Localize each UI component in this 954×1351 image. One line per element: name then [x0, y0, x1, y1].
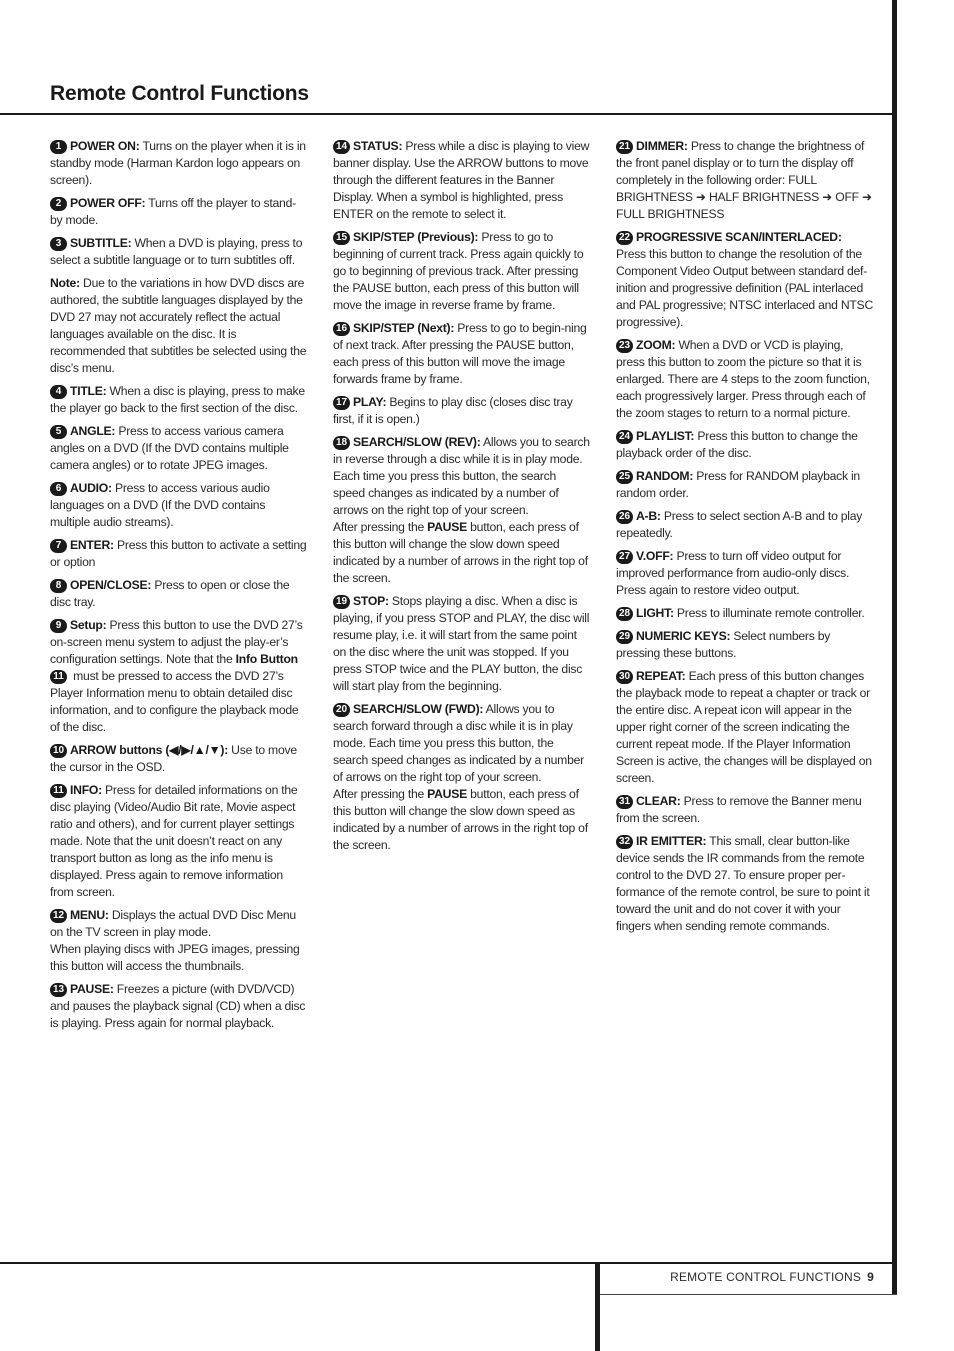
function-term: DIMMER: [636, 139, 688, 153]
footer-rule [0, 1262, 897, 1264]
function-description: Press to go to beginning of current track. Press again quickly to go to beginning of previous track. After pressing the PAUSE button, each press of this button will move the image in reverse frame by frame. [333, 230, 584, 312]
function-description: Begins to play disc (closes disc tray first, if it is open.) [333, 395, 573, 426]
function-entry [616, 468, 874, 502]
number-badge: 12 [50, 909, 67, 923]
function-term: SUBTITLE: [70, 236, 132, 250]
note-entry [50, 275, 308, 377]
page-title: Remote Control Functions [50, 82, 309, 105]
function-entry [50, 742, 308, 776]
function-entry [50, 617, 308, 736]
number-badge: 16 [333, 322, 350, 336]
function-entry [50, 907, 308, 975]
function-entry [333, 434, 591, 587]
function-term: SKIP/STEP (Next): [353, 321, 455, 335]
function-entry [50, 383, 308, 417]
function-term: PROGRESSIVE SCAN/INTERLACED: [636, 230, 842, 244]
function-description-cont: When playing discs with JPEG images, pressing this button will access the thumbnails. [50, 942, 300, 973]
number-badge: 26 [616, 510, 633, 524]
function-term: A-B: [636, 509, 661, 523]
function-entry [616, 229, 874, 331]
function-term: PLAYLIST: [636, 429, 695, 443]
function-description: Press to go to begin-ning of next track. After pressing the PAUSE button, each press of this button will move the image forwards frame by frame. [333, 321, 587, 386]
function-description: Stops playing a disc. When a disc is playing, if you press STOP and PLAY, the disc will resume play, i.e. it will start from the same point on the disc where the unit was stopped. If you press STOP twice and the PLAY button, the disc will start play from the beginning. [333, 594, 590, 693]
function-entry [50, 235, 308, 269]
function-entry [616, 833, 874, 935]
function-description: Press this button to activate a setting or option [50, 538, 307, 569]
function-description: Allows you to search forward through a disc while it is in play mode. Each time you press this button, the search speed changes as indicated by a number of arrows on the right top of your screen. [333, 702, 584, 784]
footer-underline [600, 1294, 897, 1295]
page-number: 9 [867, 1270, 874, 1284]
function-entry [616, 605, 874, 622]
info-button-reference: Info Button [235, 652, 298, 666]
column-2 [333, 138, 591, 860]
function-term: SEARCH/SLOW (REV): [353, 435, 481, 449]
function-description-cont: must be pressed to access the DVD 27’s Player Information menu to obtain detailed disc information, and to configure the playback mode of the disc. [50, 669, 299, 734]
function-entry [616, 428, 874, 462]
number-badge: 30 [616, 670, 633, 684]
function-term: ENTER: [70, 538, 114, 552]
header-rule [0, 113, 893, 115]
function-entry [333, 593, 591, 695]
page-footer [670, 1270, 874, 1284]
function-description-cont: After pressing the [333, 520, 428, 534]
function-entry [50, 423, 308, 474]
function-entry [50, 138, 308, 189]
function-description: When a DVD or VCD is playing, press this button to zoom the picture so that it is enlarged. There are 4 steps to the zoom function, each progressively larger. Press through each of the zoom stages to return to a normal picture. [616, 338, 870, 420]
number-badge: 9 [50, 619, 67, 633]
pause-reference: PAUSE [427, 520, 467, 534]
function-term: PLAY: [353, 395, 387, 409]
function-description: Press to open or close the disc tray. [50, 578, 290, 609]
number-badge: 13 [50, 983, 67, 997]
function-term: V.OFF: [636, 549, 674, 563]
function-description: Each press of this button changes the playback mode to repeat a chapter or track or the entire disc. A repeat icon will appear in the upper right corner of the screen indicating the current repeat mode. If the Player Information Screen is active, the changes will be displayed on screen. [616, 669, 872, 785]
function-term: INFO: [70, 783, 102, 797]
number-badge: 5 [50, 425, 67, 439]
function-term: SEARCH/SLOW (FWD): [353, 702, 484, 716]
function-description: Press this button to change the resolution of the Component Video Output between standard def-inition and progressive definition (PAL interlaced and PAL progressive; NTSC interlaced and NTSC progressive). [616, 247, 873, 329]
number-badge: 8 [50, 579, 67, 593]
number-badge: 2 [50, 197, 67, 211]
number-badge: 1 [50, 140, 67, 154]
function-description: Press while a disc is playing to view banner display. Use the ARROW buttons to move through the different features in the Banner Display. When a symbol is highlighted, press ENTER on the remote to select it. [333, 139, 590, 221]
function-entry [616, 138, 874, 223]
function-description: Press to change the brightness of the front panel display or to turn the display off completely in the following order: FULL BRIGHTNESS ➜ HALF BRIGHTNESS ➜ OFF ➜ FULL BRIGHTNESS [616, 139, 872, 221]
function-entry [616, 337, 874, 422]
function-description: Press to illuminate remote controller. [673, 606, 865, 620]
function-entry [616, 548, 874, 599]
function-description: Press for detailed informations on the disc playing (Video/Audio Bit rate, Movie aspect ratio and others), and for current player settings made. Note that the unit doesn’t react on any transport button as long as the info menu is displayed. Press again to remove information from screen. [50, 783, 298, 899]
function-term: POWER ON: [70, 139, 140, 153]
function-term: REPEAT: [636, 669, 686, 683]
column-1 [50, 138, 308, 1038]
function-entry [50, 195, 308, 229]
number-badge: 20 [333, 703, 350, 717]
number-badge: 19 [333, 595, 350, 609]
function-term: TITLE: [70, 384, 107, 398]
function-description: Use to move the cursor in the OSD. [50, 743, 297, 774]
function-term: ANGLE: [70, 424, 116, 438]
function-term: Setup: [70, 618, 107, 632]
number-badge: 7 [50, 539, 67, 553]
function-description: Select numbers by pressing these buttons. [616, 629, 831, 660]
function-term: LIGHT: [636, 606, 674, 620]
function-entry [333, 320, 591, 388]
function-term: STATUS: [353, 139, 403, 153]
number-badge: 29 [616, 630, 633, 644]
function-term: POWER OFF: [70, 196, 146, 210]
function-description: Press this button to change the playback order of the disc. [616, 429, 858, 460]
function-entry [50, 537, 308, 571]
function-entry [50, 981, 308, 1032]
number-badge: 25 [616, 470, 633, 484]
function-description: Press to turn off video output for improved performance from audio-only discs. Press again to restore video output. [616, 549, 850, 597]
number-badge: 11 [50, 670, 67, 684]
function-entry [616, 793, 874, 827]
function-term: STOP: [353, 594, 389, 608]
function-description: Displays the actual DVD Disc Menu on the TV screen in play mode. [50, 908, 296, 939]
function-term: CLEAR: [636, 794, 681, 808]
function-term: ARROW buttons (◀/▶/▲/▼): [70, 743, 229, 757]
function-entry [333, 138, 591, 223]
number-badge: 22 [616, 231, 633, 245]
function-term: OPEN/CLOSE: [70, 578, 152, 592]
number-badge: 4 [50, 385, 67, 399]
function-description: Press to access various audio languages on a DVD (If the DVD contains multiple audio streams). [50, 481, 270, 529]
number-badge: 28 [616, 607, 633, 621]
function-entry [333, 229, 591, 314]
number-badge: 6 [50, 482, 67, 496]
number-badge: 24 [616, 430, 633, 444]
function-entry [333, 701, 591, 854]
number-badge: 10 [50, 744, 67, 758]
function-term: ZOOM: [636, 338, 676, 352]
function-entry [50, 782, 308, 901]
column-3 [616, 138, 874, 941]
function-description: Press to access various camera angles on a DVD (If the DVD contains multiple camera angles) or to rotate JPEG images. [50, 424, 289, 472]
footer-divider-bar [595, 1262, 600, 1351]
function-term: SKIP/STEP (Previous): [353, 230, 479, 244]
function-entry [50, 577, 308, 611]
number-badge: 32 [616, 835, 633, 849]
note-term: Note: [50, 276, 80, 290]
number-badge: 18 [333, 436, 350, 450]
number-badge: 23 [616, 339, 633, 353]
function-description: When a DVD is playing, press to select a subtitle language or to turn subtitles off. [50, 236, 303, 267]
function-term: AUDIO: [70, 481, 112, 495]
function-term: RANDOM: [636, 469, 694, 483]
function-entry [616, 668, 874, 787]
function-description: Allows you to search in reverse through a disc while it is in play mode. Each time you press this button, the search speed changes as indicated by a number of arrows on the right top of your screen. [333, 435, 590, 517]
function-entry [333, 394, 591, 428]
function-description: Freezes a picture (with DVD/VCD) and pauses the playback signal (CD) when a disc is playing. Press again for normal playback. [50, 982, 306, 1030]
function-description-cont: button, each press of this button will change the slow down speed indicated by a number of arrows in the right top of the screen. [333, 520, 588, 585]
note-description: Due to the variations in how DVD discs are authored, the subtitle languages displayed by the DVD 27 may not accurately reflect the actual languages available on the disc. It is recommended that subtitles be selected using the disc’s menu. [50, 276, 307, 375]
number-badge: 3 [50, 237, 67, 251]
footer-label: REMOTE CONTROL FUNCTIONS [670, 1270, 862, 1284]
function-description: When a disc is playing, press to make the player go back to the first section of the disc. [50, 384, 305, 415]
function-description: This small, clear button-like device sends the IR commands from the remote control to the DVD 27. To ensure proper per-formance of the remote control, be sure to point it toward the unit and do not cover it with your fingers when sending remote commands. [616, 834, 870, 933]
function-term: PAUSE: [70, 982, 114, 996]
number-badge: 27 [616, 550, 633, 564]
function-description-cont: button, each press of this button will change the slow down speed as indicated by a number of arrows in the right top of the screen. [333, 787, 588, 852]
function-term: IR EMITTER: [636, 834, 707, 848]
number-badge: 11 [50, 784, 67, 798]
number-badge: 14 [333, 140, 350, 154]
pause-reference: PAUSE [427, 787, 467, 801]
number-badge: 21 [616, 140, 633, 154]
number-badge: 31 [616, 795, 633, 809]
function-description: Press to select section A-B and to play repeatedly. [616, 509, 863, 540]
function-term: NUMERIC KEYS: [636, 629, 731, 643]
function-description: Turns off the player to stand-by mode. [50, 196, 296, 227]
function-description: Press this button to use the DVD 27’s on-screen menu system to adjust the play-er’s configuration settings. Note that the [50, 618, 303, 666]
function-term: MENU: [70, 908, 109, 922]
function-entry [50, 480, 308, 531]
function-entry [616, 628, 874, 662]
number-badge: 15 [333, 231, 350, 245]
function-description: Press for RANDOM playback in random order. [616, 469, 860, 500]
function-entry [616, 508, 874, 542]
function-description-cont: After pressing the [333, 787, 428, 801]
page-edge-bar [892, 0, 897, 1295]
function-description: Turns on the player when it is in standby mode (Harman Kardon logo appears on screen). [50, 139, 306, 187]
number-badge: 17 [333, 396, 350, 410]
function-description: Press to remove the Banner menu from the screen. [616, 794, 862, 825]
